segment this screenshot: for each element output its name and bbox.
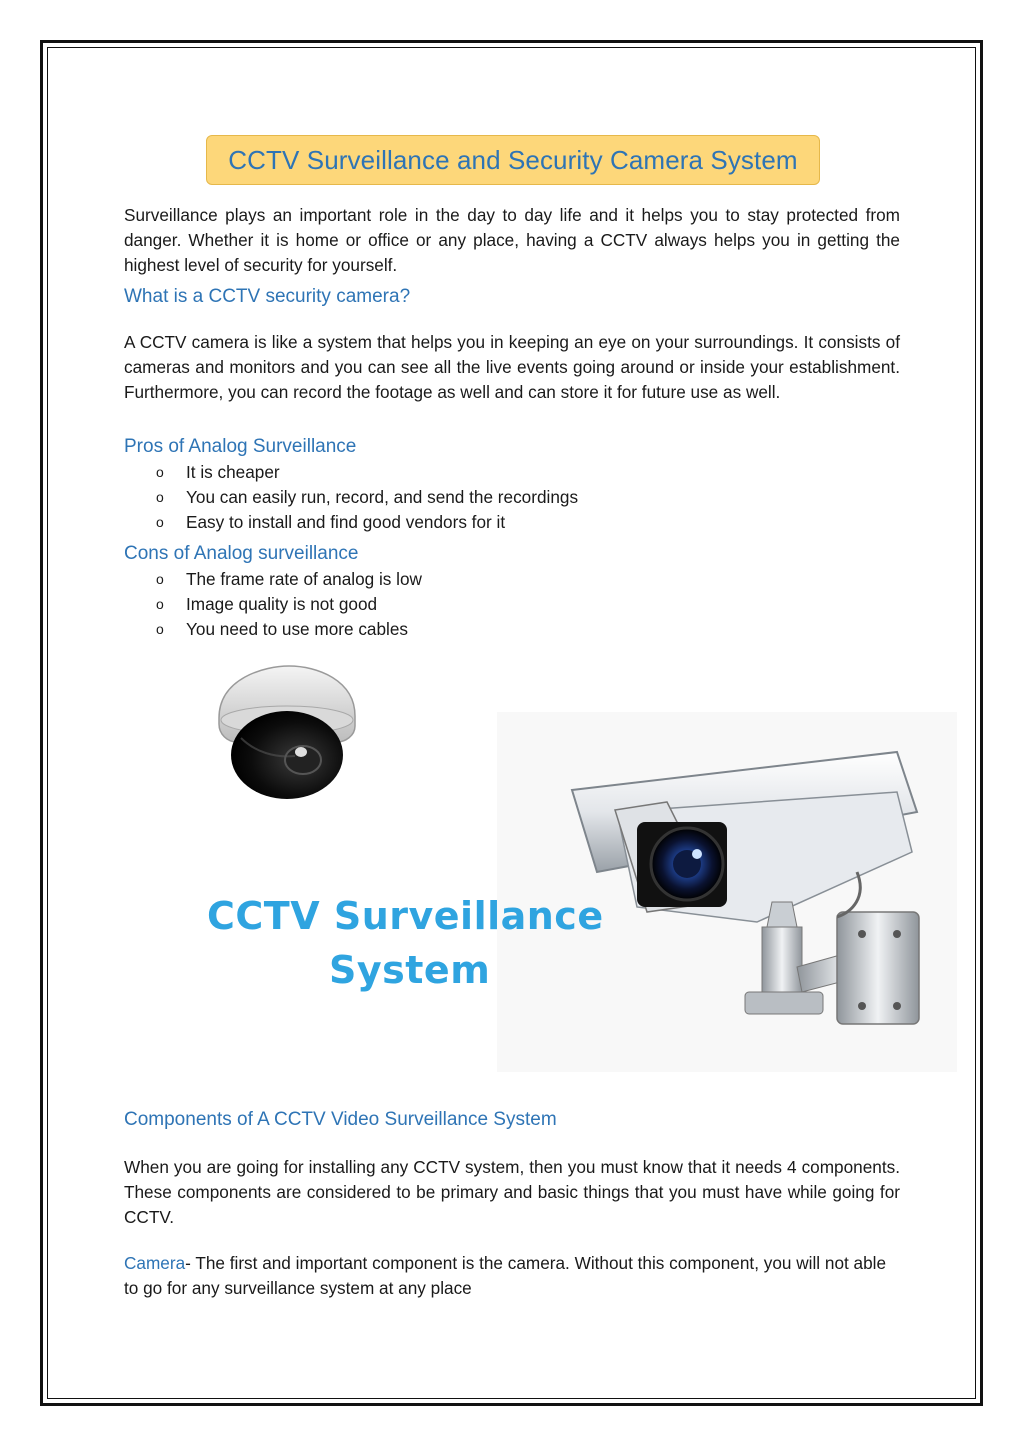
bullet-marker: o (156, 514, 164, 531)
pros-heading: Pros of Analog Surveillance (124, 436, 357, 457)
list-item: o Image quality is not good (124, 592, 900, 617)
components-heading: Components of A CCTV Video Surveillance System (124, 1109, 557, 1130)
camera-term: Camera (124, 1253, 186, 1273)
list-item: o You need to use more cables (124, 617, 900, 642)
intro-block (124, 203, 900, 279)
components-section (124, 1107, 900, 1133)
banner-line-1: CCTV Surveillance (207, 894, 604, 938)
camera-paragraph (124, 1251, 900, 1301)
components-paragraph: When you are going for installing any CCTV system, then you must know that it needs 4 components. These components are considered to be primary and basic things that you must have while going for CCTV. (124, 1157, 900, 1228)
camera-dash: - (185, 1253, 191, 1273)
what-section (124, 284, 900, 310)
bullet-camera-illustration (197, 712, 957, 1072)
intro-paragraph: Surveillance plays an important role in the day to day life and it helps you to stay protected from danger. Whether it is home or office or any place, having a CCTV always helps you in getting the highest level of security for yourself. (124, 205, 900, 276)
camera-block (124, 1251, 900, 1301)
camera-text: The first and important component is the camera. Without this component, you will not able to go for any surveillance system at any place (124, 1253, 887, 1299)
list-item: o The frame rate of analog is low (124, 567, 900, 592)
components-body-block (124, 1155, 900, 1231)
pros-list (124, 460, 900, 536)
cons-heading: Cons of Analog surveillance (124, 543, 359, 564)
list-item: o It is cheaper (124, 460, 900, 485)
cctv-banner-image (197, 712, 957, 1072)
title-box (206, 135, 820, 185)
bullet-marker: o (156, 596, 164, 613)
bullet-marker: o (156, 621, 164, 638)
pros-section (124, 434, 900, 536)
what-heading: What is a CCTV security camera? (124, 286, 411, 307)
page-title: CCTV Surveillance and Security Camera System (228, 144, 798, 175)
what-paragraph: A CCTV camera is like a system that helps you in keeping an eye on your surroundings. It consists of cameras and monitors and you can see all the live events going around or inside your establishment. Furthermore, you can record the footage as well and can store it for future use as well. (124, 332, 900, 403)
banner-line-2: System (329, 948, 491, 992)
bullet-marker: o (156, 489, 164, 506)
list-item: o Easy to install and find good vendors for it (124, 510, 900, 535)
bullet-marker: o (156, 571, 164, 587)
what-body-block (124, 330, 900, 406)
cons-list (124, 567, 900, 643)
list-item: o You can easily run, record, and send the recordings (124, 485, 900, 510)
bullet-marker: o (156, 464, 164, 480)
cons-section (124, 541, 900, 643)
